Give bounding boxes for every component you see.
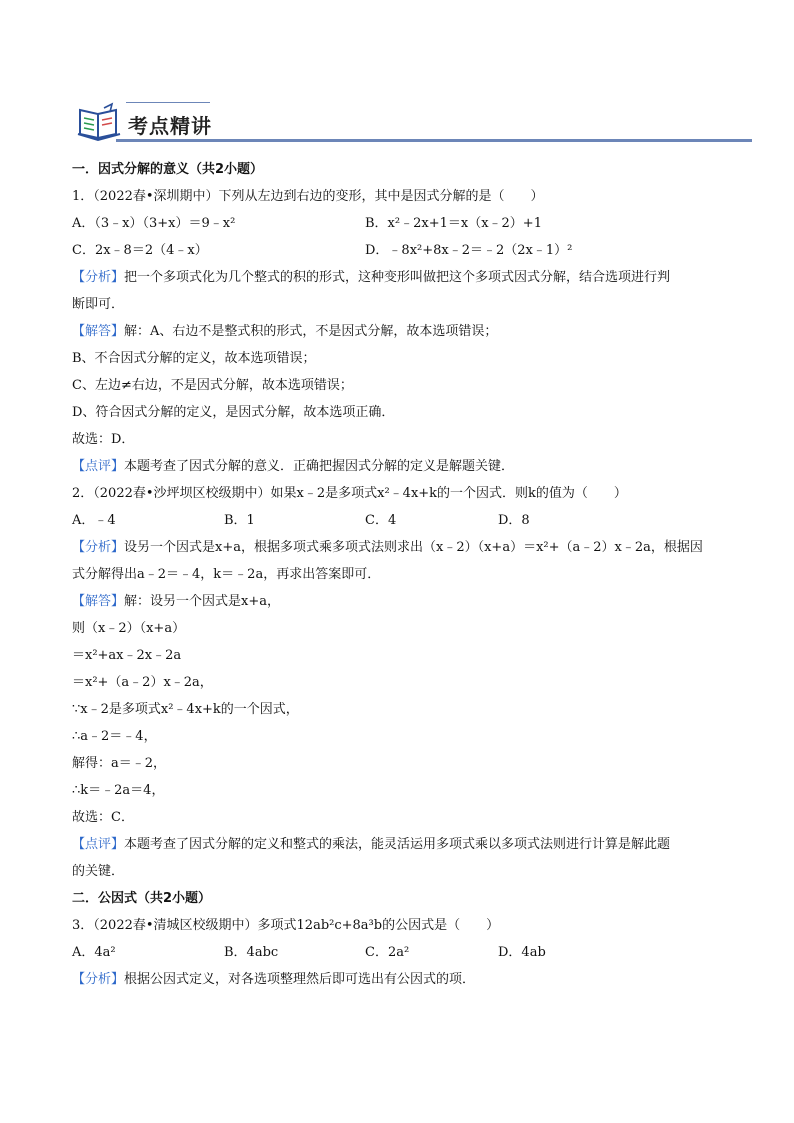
book-icon [76,102,122,142]
q2-option-d: D．8 [498,513,530,528]
q1-option-b: B．x²﹣2x+1＝x（x﹣2）+1 [365,216,542,231]
q1-option-d: D．﹣8x²+8x﹣2＝﹣2（2x﹣1）² [365,243,573,258]
q1-options-row2 [72,237,762,264]
q1-analysis [72,264,762,291]
section-title-2: 二．公因式（共2小题） [72,891,212,906]
q2-comment-cont: 的关键． [72,864,125,879]
section-title-1: 一．因式分解的意义（共2小题） [72,162,264,177]
analysis-tag: 【分析】 [72,972,125,987]
analysis-tag: 【分析】 [72,270,125,285]
q1-solution-c: C、左边≠右边，不是因式分解，故本选项错误； [72,378,353,393]
analysis-tag: 【分析】 [72,540,125,555]
q2-step-6: 解得：a＝﹣2， [72,756,167,771]
header-top-line [126,102,210,103]
q1-solution-d: D、符合因式分解的定义，是因式分解，故本选项正确． [72,405,395,420]
header-rule [116,139,752,142]
comment-tag: 【点评】 [72,837,125,852]
q3-option-a: A．4a² [72,945,116,960]
comment-text: 本题考查了因式分解的意义．正确把握因式分解的定义是解题关键． [124,459,515,474]
q1-option-c: C．2x﹣8＝2（4﹣x） [72,243,208,258]
q2-answer: 故选：C． [72,810,134,825]
q1-solution [72,318,762,345]
q1-stem: 1．（2022春•深圳期中）下列从左边到右边的变形，其中是因式分解的是（ ） [72,189,544,204]
q1-solution-b: B、不合因式分解的定义，故本选项错误； [72,351,316,366]
header-title: 考点精讲 [128,114,212,138]
q2-comment [72,831,762,858]
q2-step-2: ＝x²+ax﹣2x﹣2a [72,648,182,663]
analysis-text: 把一个多项式化为几个整式的积的形式，这种变形叫做把这个多项式因式分解，结合选项进行判 [124,270,671,285]
q2-step-7: ∴k＝﹣2a＝4， [72,783,165,798]
q1-analysis-cont: 断即可． [72,297,125,312]
q2-options [72,507,762,534]
q2-stem: 2．（2022春•沙坪坝区校级期中）如果x﹣2是多项式x²﹣4x+k的一个因式．则k的值为（ ） [72,486,627,501]
q2-option-c: C．4 [365,513,397,528]
q3-options [72,939,762,966]
q1-comment [72,453,762,480]
q3-option-b: B．4abc [224,945,279,960]
q3-option-d: D．4ab [498,945,546,960]
section-header [76,100,752,146]
comment-tag: 【点评】 [72,459,125,474]
document-body [72,156,762,993]
q2-step-5: ∴a﹣2＝﹣4， [72,729,157,744]
q2-option-b: B．1 [224,513,255,528]
solution-text: 解：A、右边不是整式积的形式，不是因式分解，故本选项错误； [124,324,498,339]
solution-tag: 【解答】 [72,324,125,339]
q2-step-4: ∵x﹣2是多项式x²﹣4x+k的一个因式， [72,702,299,717]
q2-analysis [72,534,762,561]
q2-step-3: ＝x²+（a﹣2）x﹣2a， [72,675,213,690]
q2-step-1: 则（x﹣2）（x+a） [72,621,186,636]
q1-options-row1 [72,210,762,237]
q3-option-c: C．2a² [365,945,410,960]
solution-text: 解：设另一个因式是x+a， [124,594,280,609]
analysis-text: 根据公因式定义，对各选项整理然后即可选出有公因式的项． [124,972,476,987]
q1-option-a: A．（3﹣x）（3+x）＝9﹣x² [72,216,236,231]
q2-option-a: A．﹣4 [72,513,116,528]
q3-analysis [72,966,762,993]
q2-solution [72,588,762,615]
q2-analysis-cont: 式分解得出a﹣2＝﹣4，k＝﹣2a，再求出答案即可． [72,567,381,582]
comment-text: 本题考查了因式分解的定义和整式的乘法，能灵活运用多项式乘以多项式法则进行计算是解此题 [124,837,671,852]
solution-tag: 【解答】 [72,594,125,609]
analysis-text: 设另一个因式是x+a，根据多项式乘多项式法则求出（x﹣2）（x+a）＝x²+（a﹣2）x﹣2a，根据因 [124,540,703,555]
q3-stem: 3．（2022春•清城区校级期中）多项式12ab²c+8a³b的公因式是（ ） [72,918,500,933]
q1-answer: 故选：D． [72,432,135,447]
